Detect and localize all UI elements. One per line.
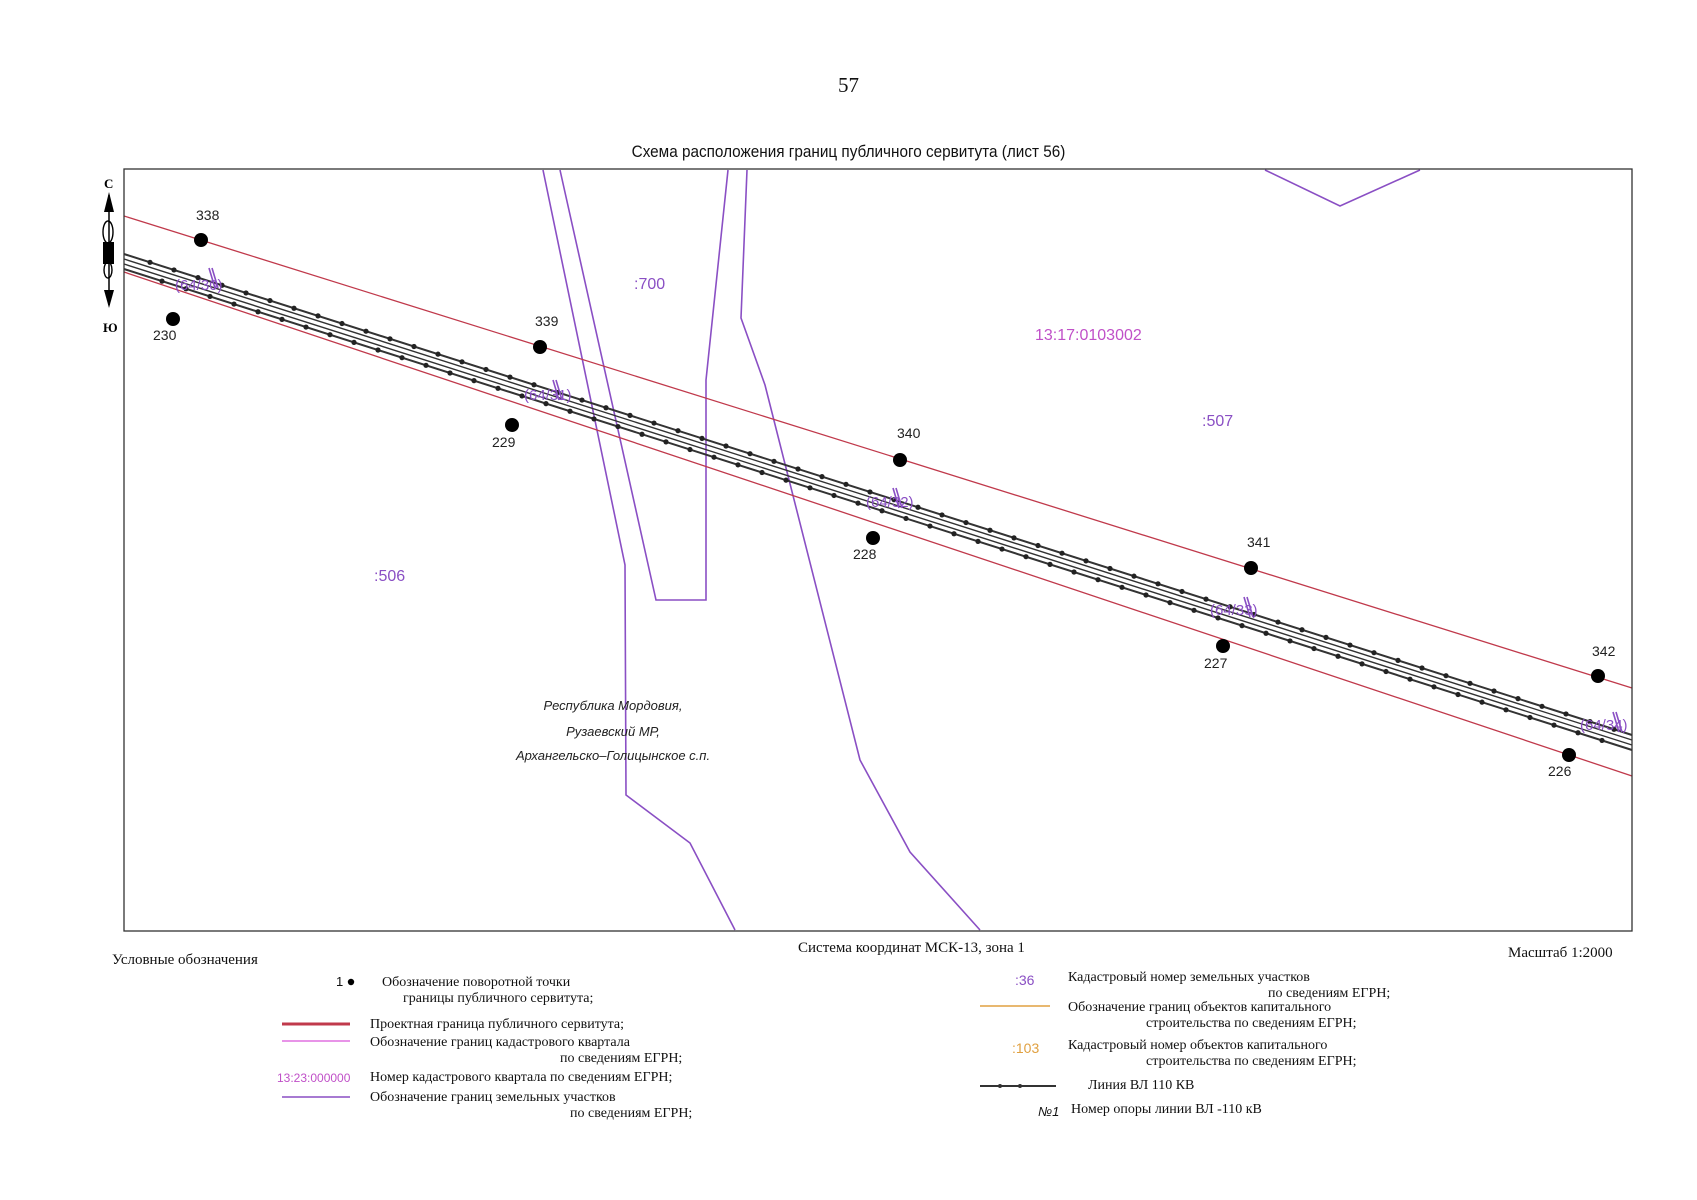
north-arrow-icon (103, 176, 118, 335)
turn-point-227 (1216, 639, 1230, 653)
wire-dot (963, 520, 968, 525)
point-label-342: 342 (1592, 643, 1616, 659)
wire-dot (651, 420, 656, 425)
support-symbols (209, 268, 1622, 732)
wire-dot (1527, 715, 1532, 720)
point-label-230: 230 (153, 327, 177, 343)
parcel-number-507: :507 (1202, 413, 1234, 430)
wire-dot (1539, 704, 1544, 709)
wire-dot (1119, 585, 1124, 590)
turn-point-341 (1244, 561, 1258, 575)
wire-dot (1275, 619, 1280, 624)
support-label-33: (64/33) (1210, 602, 1258, 619)
wire-dot (399, 355, 404, 360)
wire-dot (1407, 677, 1412, 682)
legend-capital-boundary-line-2: строительства по сведениям ЕГРН; (1146, 1016, 1357, 1031)
wire-dot (363, 329, 368, 334)
wire-dot (1299, 627, 1304, 632)
wire-dot (1107, 566, 1112, 571)
legend-capital-boundary-line-1: Обозначение границ объектов капитального (1068, 1000, 1332, 1015)
parcel-boundaries (543, 170, 1420, 930)
legend-capital-boundary (1068, 1000, 1357, 1032)
wire-dot (1431, 684, 1436, 689)
wire-dot (1287, 638, 1292, 643)
support-label-31: (64/31) (524, 387, 572, 404)
legend-quarter-boundary-line-2: по сведениям ЕГРН; (560, 1051, 683, 1066)
wire-dot (1515, 696, 1520, 701)
legend-quarter-number-sample: 13:23:000000 (277, 1071, 351, 1085)
wire-dot (1239, 623, 1244, 628)
compass-north: С (104, 176, 114, 191)
wire-dot (303, 324, 308, 329)
legend-title: Условные обозначения (112, 952, 258, 968)
wire-dot (1083, 558, 1088, 563)
wire-dot (339, 321, 344, 326)
legend-quarter-boundary-line-1: Обозначение границ кадастрового квартала (370, 1035, 630, 1050)
wire-dot (759, 470, 764, 475)
point-label-229: 229 (492, 434, 516, 450)
turn-point-230 (166, 312, 180, 326)
wire-dot (471, 378, 476, 383)
wire-dot (987, 528, 992, 533)
wire-dot (1443, 673, 1448, 678)
point-label-228: 228 (853, 546, 877, 562)
wire-dot (483, 367, 488, 372)
turn-point-338 (194, 233, 208, 247)
point-label-339: 339 (535, 313, 559, 329)
wire-dot (819, 474, 824, 479)
servitude-boundary-south (124, 272, 1632, 776)
turning-point-labels (153, 207, 1616, 779)
wire-dot (459, 359, 464, 364)
wire-dot (723, 443, 728, 448)
wire-dot (327, 332, 332, 337)
wire-dot (975, 539, 980, 544)
wire-dot (939, 512, 944, 517)
area-label (515, 698, 710, 763)
point-label-338: 338 (196, 207, 220, 223)
point-label-340: 340 (897, 425, 921, 441)
turn-point-340 (893, 453, 907, 467)
wire-dot (807, 485, 812, 490)
wire-dot (267, 298, 272, 303)
wire-dot (507, 375, 512, 380)
map-scale: Масштаб 1:2000 (1508, 945, 1613, 961)
legend-turn-point-line-2: границы публичного сервитута; (403, 991, 594, 1006)
servitude-boundary-north (124, 216, 1632, 688)
legend-turn-point-line-1: Обозначение поворотной точки (382, 975, 571, 990)
support-label-30: (64/30) (175, 277, 223, 294)
support-label-32: (64/32) (866, 494, 914, 511)
wire-dot (495, 386, 500, 391)
wire-dot (627, 413, 632, 418)
legend-parcel-number-line-2: по сведениям ЕГРН; (1268, 986, 1391, 1001)
support-label-34: (64/34) (1580, 717, 1628, 734)
point-label-226: 226 (1548, 763, 1572, 779)
wire-dot (1503, 707, 1508, 712)
wire-dot (1131, 574, 1136, 579)
wire-dot (1359, 661, 1364, 666)
legend-power-line: Линия ВЛ 110 КВ (1088, 1078, 1195, 1093)
turn-point-229 (505, 418, 519, 432)
wire-dot (159, 279, 164, 284)
turn-point-339 (533, 340, 547, 354)
area-label-line-1: Республика Мордовия, (543, 698, 683, 713)
wire-dot (711, 455, 716, 460)
point-label-341: 341 (1247, 534, 1271, 550)
wire-dot (1035, 543, 1040, 548)
turn-point-226 (1562, 748, 1576, 762)
legend-parcel-number-sample: :36 (1015, 972, 1035, 988)
wire-dot (1467, 681, 1472, 686)
wire-dot (735, 462, 740, 467)
wire-dot (375, 347, 380, 352)
legend-capital-number-line-2: строительства по сведениям ЕГРН; (1146, 1054, 1357, 1069)
wire-dot (147, 260, 152, 265)
wire-dot (1059, 551, 1064, 556)
wire-dot (255, 309, 260, 314)
legend-parcel-boundary-line-2: по сведениям ЕГРН; (570, 1106, 693, 1121)
wire-dot (1155, 581, 1160, 586)
wire-dot (1023, 554, 1028, 559)
wire-dot (387, 336, 392, 341)
legend-capital-number (1068, 1038, 1357, 1070)
parcel-number-700: :700 (634, 276, 666, 293)
wire-dot (639, 432, 644, 437)
legend-parcel-number-line-1: Кадастровый номер земельных участков (1068, 970, 1310, 985)
wire-dot (795, 466, 800, 471)
wire-dot (843, 482, 848, 487)
quarter-number: 13:17:0103002 (1035, 327, 1142, 344)
legend-support-number: Номер опоры линии ВЛ -110 кВ (1071, 1102, 1262, 1117)
wire-dot (747, 451, 752, 456)
wire-dot (315, 313, 320, 318)
coordinate-system: Система координат МСК-13, зона 1 (798, 940, 1025, 956)
turn-point-342 (1591, 669, 1605, 683)
wire-dot (903, 516, 908, 521)
wire-dot (687, 447, 692, 452)
wire-dot (231, 301, 236, 306)
wire-dot (1071, 569, 1076, 574)
wire-dot (1395, 658, 1400, 663)
parcel-boundary-strip-right (560, 170, 728, 600)
wire-dot (675, 428, 680, 433)
point-label-227: 227 (1204, 655, 1228, 671)
wire-dot (171, 267, 176, 272)
parcel-number-506: :506 (374, 568, 406, 585)
parcel-boundary-top-right (1265, 170, 1420, 206)
wire-dot (1335, 654, 1340, 659)
wire-dot (1455, 692, 1460, 697)
legend-servitude: Проектная граница публичного сервитута; (370, 1017, 625, 1032)
wire-dot (1011, 535, 1016, 540)
wire-dot (579, 397, 584, 402)
wire-dot (615, 424, 620, 429)
area-label-line-2: Рузаевский МР, (566, 724, 660, 739)
compass-south: Ю (103, 320, 118, 335)
wire-dot (243, 290, 248, 295)
wire-dot (1383, 669, 1388, 674)
wire-dot (1203, 597, 1208, 602)
wire-dot (951, 531, 956, 536)
legend-parcel-boundary-line-1: Обозначение границ земельных участков (370, 1090, 616, 1105)
wire-dot (279, 317, 284, 322)
wire-dot (771, 459, 776, 464)
wire-dot (1347, 642, 1352, 647)
support-labels (175, 277, 1628, 734)
wire-dot (1323, 635, 1328, 640)
wire-dot (1263, 631, 1268, 636)
wire-dot (1191, 608, 1196, 613)
wire-dot (603, 405, 608, 410)
wire-dot (663, 439, 668, 444)
wire-dot (1143, 592, 1148, 597)
wire-dot (411, 344, 416, 349)
wire-dot (435, 352, 440, 357)
wire-dot (351, 340, 356, 345)
wire-dot (423, 363, 428, 368)
turn-point-228 (866, 531, 880, 545)
wire-dot (207, 294, 212, 299)
legend-turn-point (382, 975, 593, 1007)
wire-dot (291, 306, 296, 311)
wire-dot (1371, 650, 1376, 655)
page-number: 57 (838, 73, 859, 97)
legend-parcel-number (1068, 970, 1390, 1002)
area-label-line-3: Архангельско–Голицынское с.п. (515, 748, 711, 763)
wire-dot (915, 505, 920, 510)
wire-dot (831, 493, 836, 498)
wire-dot (1599, 738, 1604, 743)
legend-quarter-number: Номер кадастрового квартала по сведениям ЕГРН; (370, 1070, 673, 1085)
wire-dot (1047, 562, 1052, 567)
wire-dot (1563, 711, 1568, 716)
legend-quarter-boundary (370, 1035, 682, 1067)
legend-capital-number-sample: :103 (1012, 1040, 1040, 1056)
wire-dot (699, 436, 704, 441)
map-frame (124, 169, 1632, 931)
wire-dot (591, 416, 596, 421)
legend-capital-number-line-1: Кадастровый номер объектов капитального (1068, 1038, 1328, 1053)
wire-dot (783, 478, 788, 483)
wire-dot (1491, 688, 1496, 693)
wire-dot (1311, 646, 1316, 651)
wire-dot (1179, 589, 1184, 594)
map-title: Схема расположения границ публичного сервитута (лист 56) (631, 142, 1066, 161)
wire-dot (1419, 665, 1424, 670)
wire-dot (567, 409, 572, 414)
wire-dot (1095, 577, 1100, 582)
legend-support-number-sample: №1 (1038, 1104, 1060, 1119)
wire-dot (999, 546, 1004, 551)
legend-turn-point-icon (348, 979, 354, 985)
wire-dot (1551, 723, 1556, 728)
wire-dot (1167, 600, 1172, 605)
wire-dot (855, 501, 860, 506)
legend-parcel-boundary (370, 1090, 692, 1122)
wire-dot (447, 370, 452, 375)
legend-turn-point-sample: 1 (336, 974, 344, 989)
wire-dot (927, 523, 932, 528)
wire-dot (1479, 700, 1484, 705)
